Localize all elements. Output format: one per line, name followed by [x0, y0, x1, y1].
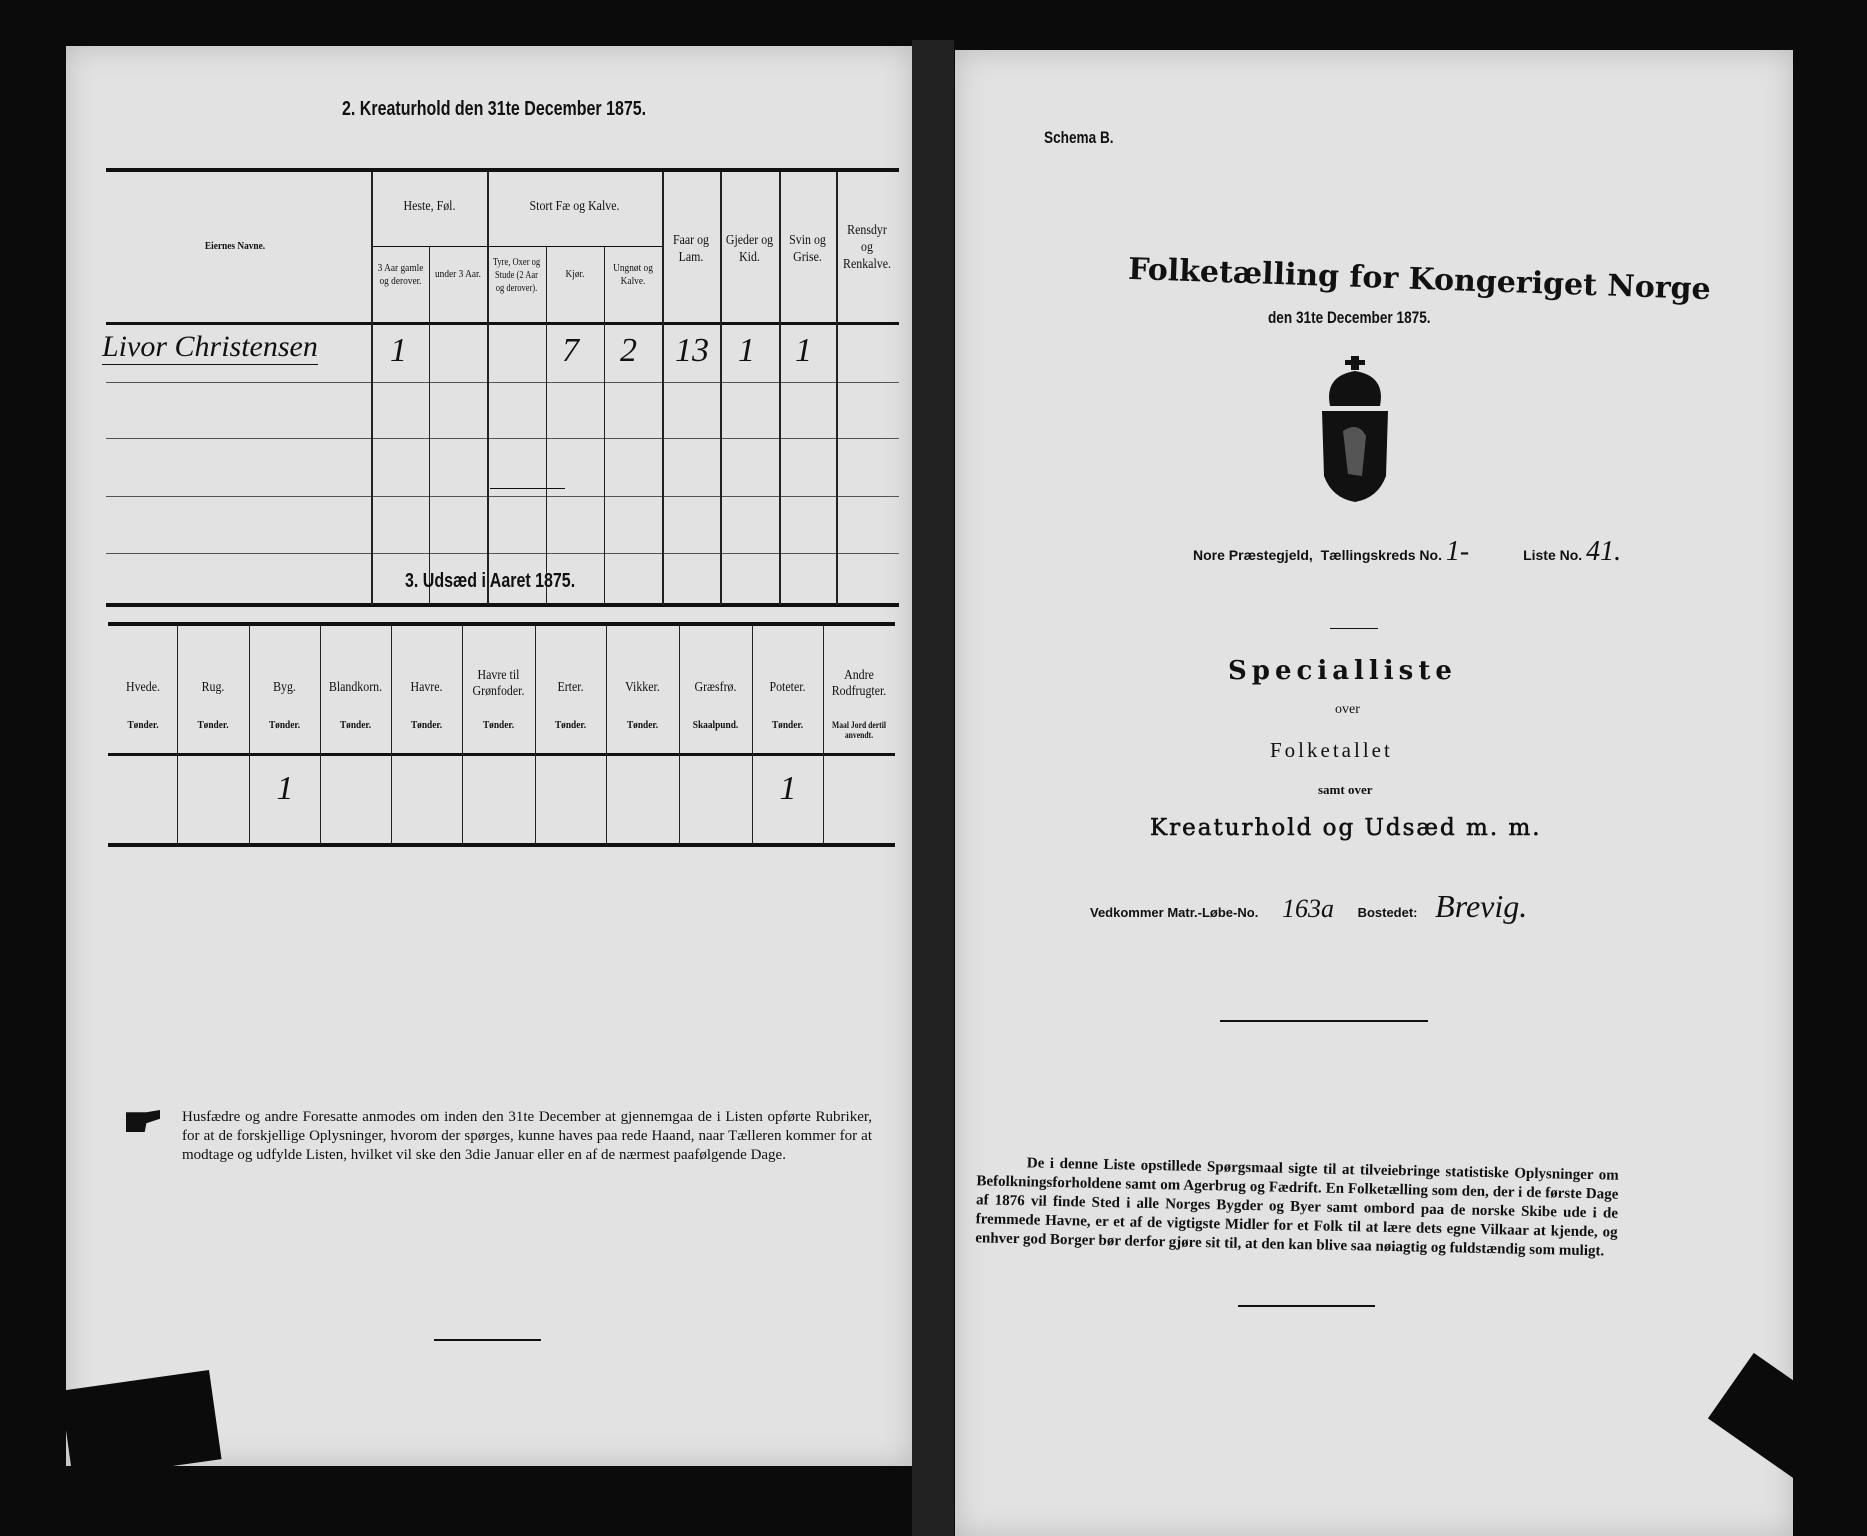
col-heste-3: 3 Aar gamle og derover. — [377, 262, 424, 287]
col-unit: Maal Jord dertil anvendt. — [832, 720, 886, 740]
matr-label: Vedkommer Matr.-Løbe-No. — [1090, 905, 1259, 920]
col-unit: Tønder. — [482, 719, 515, 731]
col-rensdyr: Rensdyr og Renkalve. — [843, 223, 891, 272]
col-unit: Tønder. — [268, 719, 301, 731]
col-name: Vikker. — [625, 680, 660, 695]
col-unit: Skaalpund. — [692, 719, 739, 731]
value-gjeder: 1 — [738, 332, 755, 369]
column-divider — [391, 626, 392, 845]
section2-title: 2. Kreaturhold den 31te December 1875. — [342, 98, 647, 120]
bosted-value: Brevig. — [1435, 888, 1528, 924]
column-divider — [249, 626, 250, 845]
liste-value: 41. — [1586, 536, 1622, 567]
samt-over-label: samt over — [1318, 782, 1373, 797]
col-value: 1 — [276, 770, 294, 807]
column-divider — [606, 626, 607, 845]
col-ungnot: Ungnøt og Kalve. — [613, 262, 653, 287]
col-faar: Faar og Lam. — [672, 233, 710, 265]
col-unit: Tønder. — [626, 719, 659, 731]
matr-value: 163a — [1281, 894, 1334, 923]
col-name: Byg. — [273, 680, 296, 695]
column-divider — [823, 626, 824, 845]
value-heste-3: 1 — [390, 332, 407, 369]
col-unit: Tønder. — [771, 719, 804, 731]
matr-line — [1090, 888, 1527, 925]
col-unit: Tønder. — [554, 719, 587, 731]
column-divider — [679, 626, 680, 845]
group-stort: Stort Fæ og Kalve. — [529, 199, 620, 214]
column-divider — [535, 626, 536, 845]
value-faar: 13 — [675, 332, 709, 369]
col-name: Hvede. — [125, 680, 161, 695]
section3-title: 3. Udsæd i Aaret 1875. — [405, 570, 576, 592]
kreaturhold-heading: Kreaturhold og Udsæd m. m. — [1150, 815, 1542, 841]
col-heste-u3: under 3 Aar. — [435, 268, 481, 280]
folketallet-label: Folketallet — [1270, 738, 1393, 762]
value-svin: 1 — [795, 332, 812, 369]
column-divider — [320, 626, 321, 845]
col-svin: Svin og Grise. — [789, 233, 826, 265]
col-kjor: Kjør. — [565, 268, 585, 280]
group-heste: Heste, Føl. — [403, 199, 456, 214]
column-divider — [752, 626, 753, 845]
liste-label: Liste No. — [1523, 547, 1583, 563]
location-line — [1193, 536, 1621, 568]
over-label: over — [1335, 702, 1360, 717]
document-title: Folketælling for Kongeriget Norge — [1127, 251, 1712, 308]
col-name: Andre Rodfrugter. — [831, 668, 887, 699]
col-name: Erter. — [557, 680, 584, 695]
prestegjeld: Nore Præstegjeld, — [1193, 547, 1313, 563]
col-name: Blandkorn. — [328, 680, 383, 695]
value-ungnot: 2 — [620, 332, 637, 369]
column-divider — [177, 626, 178, 845]
document-date: den 31te December 1875. — [1268, 308, 1431, 327]
owner-name: Livor Christensen — [102, 330, 318, 363]
col-owner: Eiernes Navne. — [204, 240, 266, 252]
col-name: Græsfrø. — [694, 680, 737, 695]
col-unit: Tønder. — [410, 719, 443, 731]
col-name: Rug. — [201, 680, 225, 695]
col-tyre: Tyre, Oxer og Stude (2 Aar og derover). — [492, 257, 541, 294]
col-name: Havre. — [410, 680, 443, 695]
col-gjeder: Gjeder og Kid. — [725, 233, 774, 265]
col-name: Poteter. — [769, 680, 806, 695]
value-kjor: 7 — [562, 332, 579, 369]
footnote: Husfædre og andre Foresatte anmodes om inden den 31te December at gjennemgaa de i Listen opførte Rubriker, for at de forskjellige Oplysninger, hvorom der spørges, kunne haves paa rede Haand, naar Tælleren kommer for at modtage og udfylde Listen, hvilket vil ske den 3die Januar eller en af de nærmest paafølgende Dage. — [182, 1109, 872, 1163]
col-value: 1 — [779, 770, 797, 807]
col-name: Havre til Grønfoder. — [472, 668, 525, 699]
schema-label: Schema B. — [1044, 128, 1114, 147]
bosted-label: Bostedet: — [1357, 905, 1418, 920]
col-unit: Tønder. — [339, 719, 372, 731]
coat-of-arms-icon — [1318, 356, 1394, 502]
krets-value: 1- — [1445, 536, 1470, 567]
col-unit: Tønder. — [127, 719, 159, 731]
intro-paragraph: De i denne Liste opstillede Spørgsmaal sigte til at tilveiebringe statistiske Oplysninger om Befolkningsforholdene samt om Agerbrug og Fædrift. En Folketælling som den, der i de første Dage af 1876 vil finde Sted i alle Norges Bygder og Byer samt ombord paa de norske Skibe ude i de fremmede Havne, er et af de vigtigste Midler for et Folk til at lære dets egne Vilkaar at kjende, og enhver god Borger bør derfor gjøre sit til, at den kan blive saa nøiagtig og fuldstændig som muligt. — [975, 1155, 1619, 1260]
specialliste-heading: Specialliste — [1228, 656, 1457, 686]
col-unit: Tønder. — [197, 719, 229, 731]
column-divider — [462, 626, 463, 845]
krets-label: Tællingskreds No. — [1320, 547, 1442, 563]
book-spine — [912, 40, 954, 1536]
